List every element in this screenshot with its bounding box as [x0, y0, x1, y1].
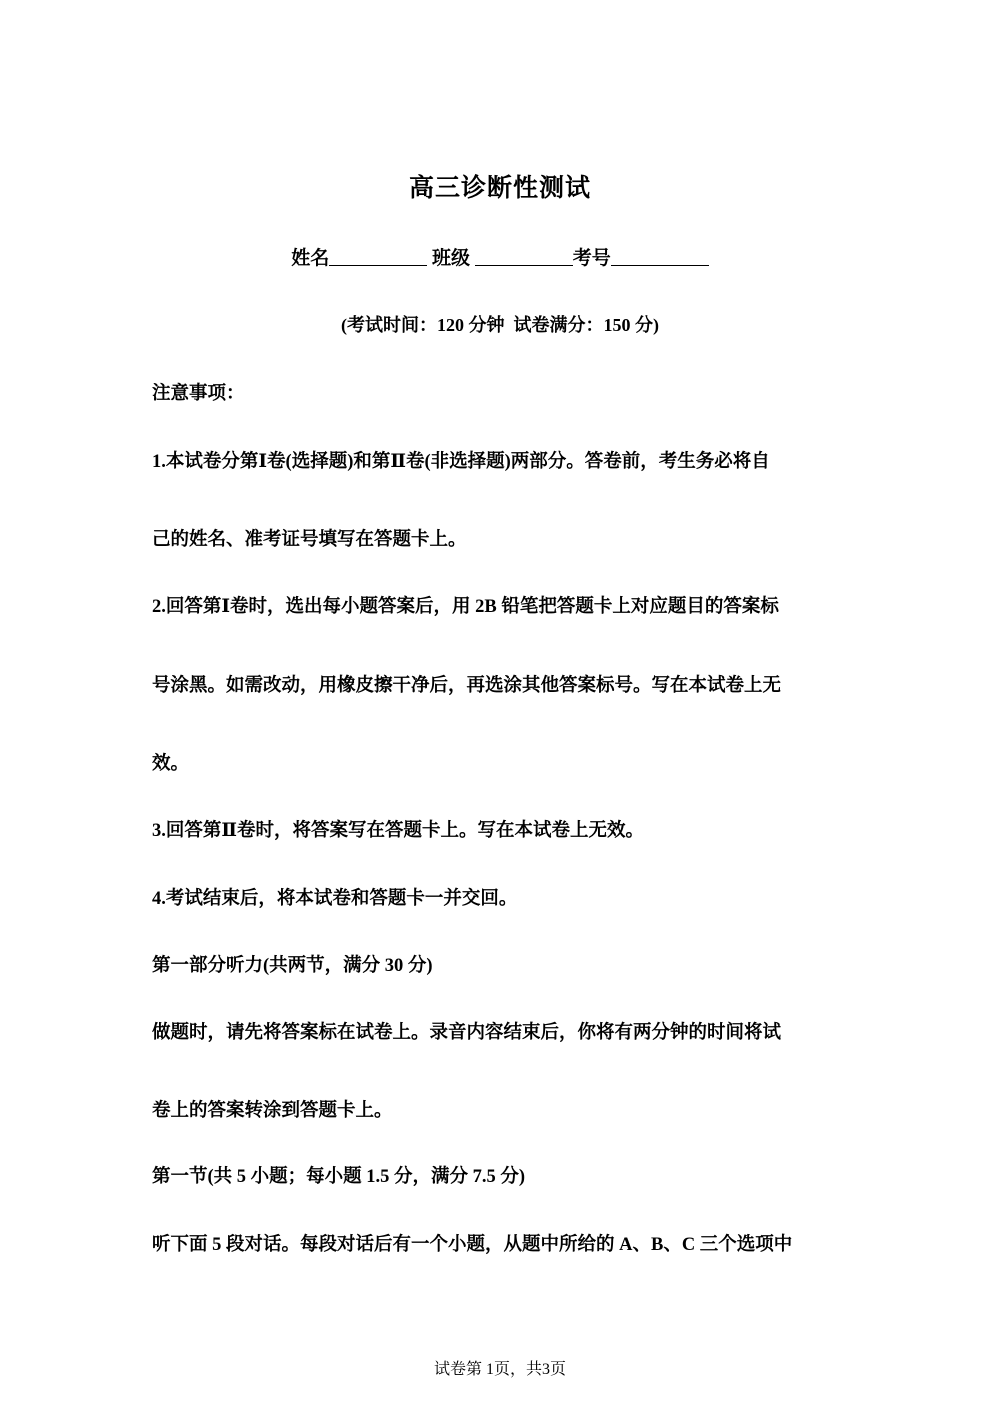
- name-blank[interactable]: [329, 247, 427, 266]
- exam-title: 高三诊断性测试: [408, 175, 591, 202]
- exam-number-label: 考号: [572, 248, 611, 269]
- class-blank[interactable]: [475, 247, 573, 266]
- name-label: 姓名: [291, 248, 330, 269]
- notice-line: 4.考试结束后，将本试卷和答题卡一并交回。: [152, 889, 518, 909]
- exam-time-score-info: (考试时间：120 分钟 试卷满分：150 分): [341, 315, 659, 335]
- instruction-line: 做题时，请先将答案标在试卷上。录音内容结束后，你将有两分钟的时间将试: [152, 1023, 782, 1043]
- exam-number-blank[interactable]: [611, 247, 709, 266]
- class-label: 班级: [427, 248, 475, 269]
- notice-line: 3.回答第Ⅱ卷时，将答案写在答题卡上。写在本试卷上无效。: [152, 821, 644, 841]
- section-heading: 第一部分听力(共两节，满分 30 分): [152, 956, 433, 976]
- instruction-line: 听下面 5 段对话。每段对话后有一个小题，从题中所给的 A、B、C 三个选项中: [152, 1235, 793, 1255]
- notice-line: 己的姓名、准考证号填写在答题卡上。: [152, 530, 467, 550]
- notice-line: 效。: [152, 754, 190, 774]
- notice-line: 号涂黑。如需改动，用橡皮擦干净后，再选涂其他答案标号。写在本试卷上无: [152, 676, 782, 696]
- subsection-heading: 第一节(共 5 小题；每小题 1.5 分，满分 7.5 分): [152, 1167, 526, 1187]
- notice-line: 1.本试卷分第Ⅰ卷(选择题)和第Ⅱ卷(非选择题)两部分。答卷前，考生务必将自: [152, 452, 770, 472]
- instruction-line: 卷上的答案转涂到答题卡上。: [152, 1101, 393, 1121]
- page-footer: 试卷第 1页，共3页: [433, 1361, 566, 1378]
- notice-heading: 注意事项：: [152, 384, 245, 404]
- student-info-line: [0, 243, 1000, 270]
- notice-line: 2.回答第Ⅰ卷时，选出每小题答案后，用 2B 铅笔把答题卡上对应题目的答案标: [152, 597, 779, 617]
